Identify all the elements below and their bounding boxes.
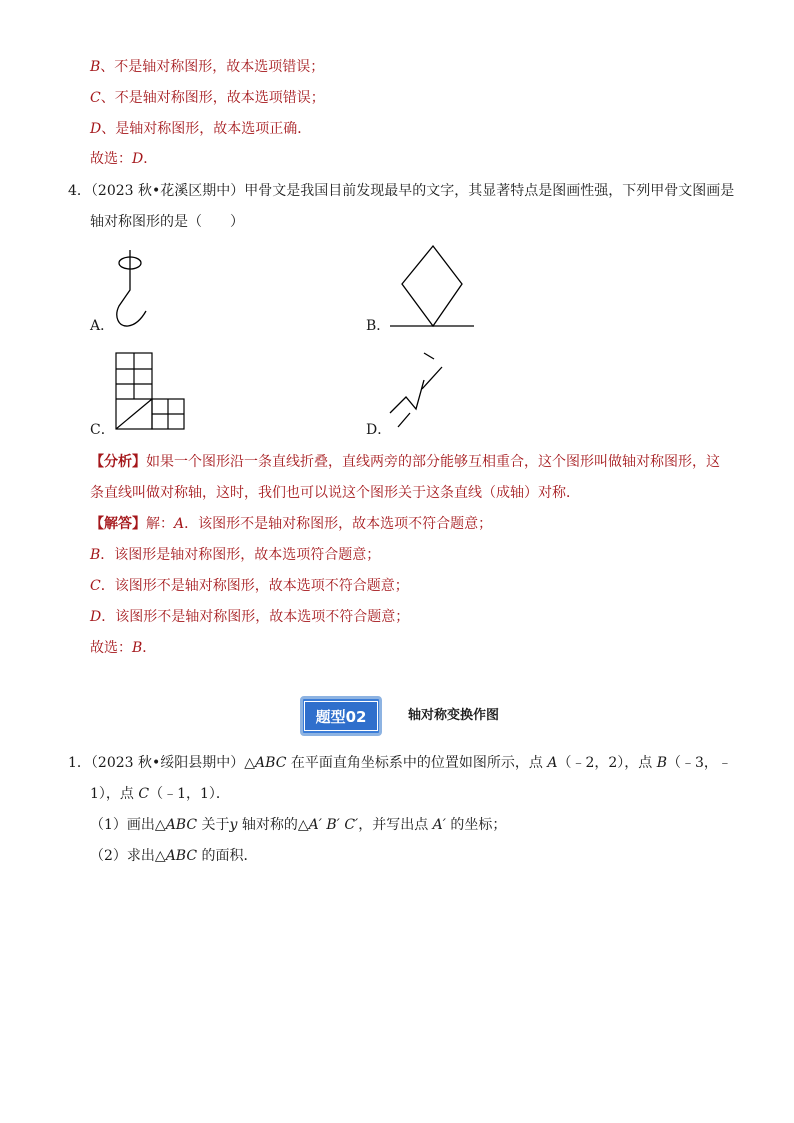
solution-line-b: B．该图形是轴对称图形，故本选项符合题意； — [90, 547, 381, 563]
q4-stem-line1: 4．（2023 秋•花溪区期中）甲骨文是我国目前发现最早的文字，其显著特点是图画性强，下列甲骨文图画是 — [68, 183, 735, 199]
section-badge-label: 题型02 — [304, 701, 378, 731]
option-a-label: A． — [90, 318, 115, 334]
q4-choice: 故选：B． — [90, 640, 157, 656]
option-d-label: D． — [366, 422, 392, 438]
q1-sub2: （2）求出△ABC 的面积． — [90, 848, 258, 864]
oracle-figure-a — [112, 248, 162, 330]
analysis-line2: 条直线叫做对称轴，这时，我们也可以说这个图形关于这条直线（成轴）对称． — [90, 485, 580, 501]
oracle-figure-b — [388, 244, 478, 330]
section-badge — [300, 696, 382, 736]
oracle-figure-d — [388, 347, 448, 433]
q4-stem-line2: 轴对称图形的是（ ） — [90, 214, 244, 230]
prev-answer-c: C、不是轴对称图形，故本选项错误； — [90, 90, 325, 106]
q1-stem-line2: 1），点 C（﹣1，1）． — [90, 786, 230, 802]
solution-line-c: C．该图形不是轴对称图形，故本选项不符合题意； — [90, 578, 409, 594]
analysis-line1: 【分析】如果一个图形沿一条直线折叠，直线两旁的部分能够互相重合，这个图形叫做轴对称图形，这 — [90, 454, 720, 470]
option-c-label: C． — [90, 422, 115, 438]
prev-answer-d: D、是轴对称图形，故本选项正确． — [90, 121, 312, 137]
solution-line-a: 【解答】解：A．该图形不是轴对称图形，故本选项不符合题意； — [90, 516, 493, 532]
section-title: 轴对称变换作图 — [408, 708, 500, 723]
solution-line-d: D．该图形不是轴对称图形，故本选项不符合题意； — [90, 609, 410, 625]
q1-stem-line1: 1．（2023 秋•绥阳县期中）△ABC 在平面直角坐标系中的位置如图所示，点 A（﹣2，2），点 B（﹣3，﹣ — [68, 755, 732, 771]
option-b-label: B． — [366, 318, 391, 334]
prev-answer-b: B、不是轴对称图形，故本选项错误； — [90, 59, 325, 75]
prev-choice: 故选：D． — [90, 151, 158, 167]
oracle-figure-c — [114, 351, 186, 433]
q1-sub1: （1）画出△ABC 关于y 轴对称的△A′ B′ C′，并写出点 A′ 的坐标； — [90, 817, 507, 833]
